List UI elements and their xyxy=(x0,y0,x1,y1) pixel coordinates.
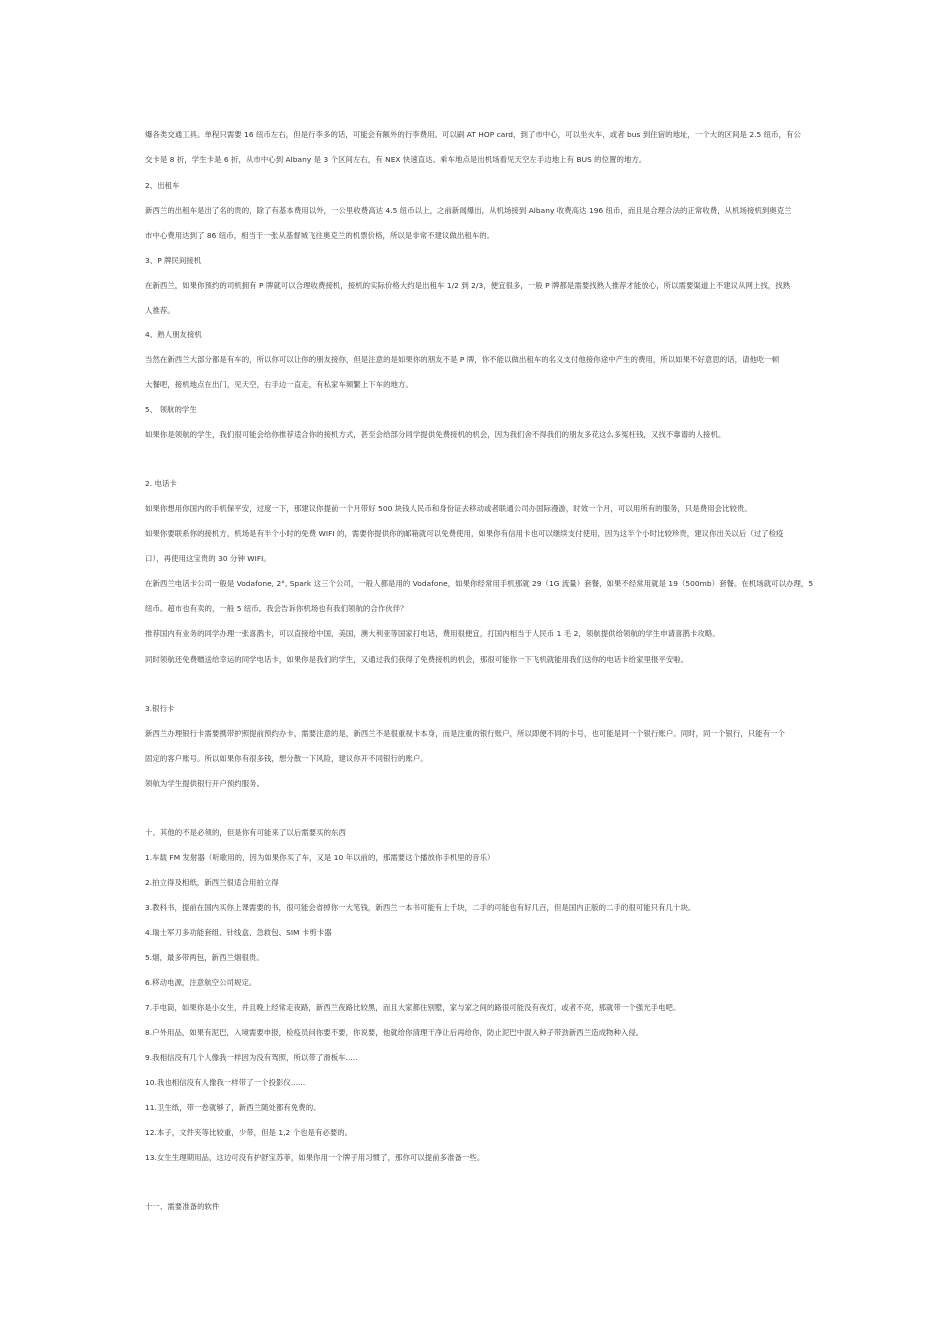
list-item: 12.本子，文件夹等比较重，少带，但是 1,2 个也是有必要的。 xyxy=(145,1128,353,1137)
text-line: 纽币。超市也有卖的，一般 5 纽币。我会告诉你机场也有我们领航的合作伙伴？ xyxy=(145,604,408,613)
text-line: 如果你是领航的学生，我们很可能会给你推荐适合你的接机方式，甚至会给部分同学提供免费接机的机会，因为我们舍不得我们的朋友多花这么多冤枉钱，又找不靠谱的人接机。 xyxy=(145,430,726,439)
section-heading: 5、 领航的学生 xyxy=(145,405,197,414)
list-item: 11.卫生纸，带一卷就够了，新西兰随处都有免费的。 xyxy=(145,1103,321,1112)
text-line: 如果你要联系你的接机方，机场是有半个小时的免费 WIFI 的，需要你提供你的邮箱就可以免费使用，如果你有信用卡也可以继续支付使用，因为这半个小时比较珍贵，建议你出关以后（过了检疫 xyxy=(145,529,784,538)
text-line: 新西兰办理银行卡需要携带护照提前预约办卡，需要注意的是，新西兰不是很重视卡本身，而是注重的银行账户，所以即便不同的卡号，也可能是同一个银行账户。同时，同一个银行，只能有一个 xyxy=(145,729,785,738)
section-heading: 十、其他的不是必须的，但是你有可能来了以后需要买的东西 xyxy=(145,828,346,837)
list-item: 1.车载 FM 发射器（听歌用的，因为如果你买了车，又是 10 年以前的，那需要这个播放你手机里的音乐） xyxy=(145,853,495,862)
list-item: 5.烟，最多带两包，新西兰烟很贵。 xyxy=(145,953,264,962)
text-line: 在新西兰电话卡公司一般是 Vodafone, 2°, Spark 这三个公司，一般人都是用的 Vodafone，如果你经常用手机那就 29（1G 流量）套餐，如果不经常用就是 19（500mb）套餐。在机场就可以办理，5 xyxy=(145,579,814,588)
list-item: 9.我相信没有几个人像我一样因为没有驾照，所以带了滑板车..... xyxy=(145,1053,358,1062)
text-line: 固定的客户账号。所以如果你有很多钱，想分散一下风险，建议你开不同银行的账户。 xyxy=(145,754,428,763)
text-line: 交卡是 8 折，学生卡是 6 折，从市中心到 Albany 是 3 个区间左右，有 NEX 快速直达。乘车地点是出机场看见天空左手边地上有 BUS 的位置的地方。 xyxy=(145,155,647,164)
section-heading: 4、熟人朋友接机 xyxy=(145,330,202,339)
section-heading: 2. 电话卡 xyxy=(145,479,177,488)
section-heading: 3.银行卡 xyxy=(145,704,175,713)
list-item: 13.女生生理期用品，这边可没有护舒宝苏菲，如果你用一个牌子用习惯了，那你可以提前多准备一些。 xyxy=(145,1153,485,1162)
text-line: 人推荐。 xyxy=(145,306,175,315)
section-heading: 2、出租车 xyxy=(145,181,180,190)
list-item: 2.拍立得及相纸，新西兰很适合用拍立得 xyxy=(145,878,279,887)
text-line: 口），再使用这宝贵的 30 分钟 WIFI。 xyxy=(145,554,271,563)
text-line: 在新西兰，如果你预约的司机拥有 P 牌就可以合理收费接机，接机的实际价格大约是出租车 1/2 到 2/3，便宜很多，一般 P 牌都是需要找熟人推荐才能放心，所以需要渠道上不建议从网上找，找熟 xyxy=(145,281,791,290)
text-line: 领航为学生提供银行开户预约服务。 xyxy=(145,779,265,788)
text-line: 新西兰的出租车是出了名的贵的，除了有基本费用以外，一公里收费高达 4.5 纽币以上，之前新闻爆出，从机场接到 Albany 收费高达 196 纽币，而且是合理合法的正常收费，从机场接机到奥克兰 xyxy=(145,206,792,215)
section-heading: 十一、需要准备的软件 xyxy=(145,1202,220,1211)
list-item: 3.教科书，提前在国内买你上课需要的书，很可能会省掉你一大笔钱，新西兰一本书可能有上千块，二手的可能也有好几百，但是国内正版的二手的很可能只有几十块。 xyxy=(145,903,696,912)
list-item: 6.移动电源，注意航空公司规定。 xyxy=(145,978,257,987)
text-line: 大餐吧，接机地点在出门，见天空，右手边一直走，有私家车频繁上下车的地方。 xyxy=(145,380,413,389)
list-item: 8.户外用品，如果有泥巴，入境需要申报，检疫员问你要不要，你说要，他就给你清理干净让后再给你，防止泥巴中混入种子带劲新西兰造成物种入侵。 xyxy=(145,1028,644,1037)
text-line: 当然在新西兰大部分都是有车的，所以你可以让你的朋友接你，但是注意的是如果你的朋友不是 P 牌，你不能以做出租车的名义支付他接你途中产生的费用，所以如果不好意思的话，请他吃一顿 xyxy=(145,355,780,364)
text-line: 推荐国内有业务的同学办理一张喜鹊卡，可以直接给中国，美国，澳大利亚等国家打电话，费用很便宜，打国内相当于人民币 1 毛 2，领航提供给领航的学生申请喜鹊卡攻略。 xyxy=(145,629,720,638)
text-line: 同时领航还免费赠送给幸运的同学电话卡，如果你是我们的学生，又通过我们获得了免费接机的机会，那很可能你一下飞机就能用我们送你的电话卡给家里报平安啦。 xyxy=(145,655,689,664)
text-line: 爆各类交通工具。单程只需要 16 纽币左右，但是行李多的话，可能会有额外的行李费用。可以刷 AT HOP card，到了市中心，可以坐火车，或者 bus 到住宿的地址，一个大的区间是 2.5 纽币，有公 xyxy=(145,130,801,139)
list-item: 4.瑞士军刀多功能套组、针线盒、急救包、SIM 卡剪卡器 xyxy=(145,928,332,937)
text-line: 如果你想用你国内的手机保平安，过度一下，那建议你提前一个月带好 500 块钱人民币和身份证去移动或者联通公司办国际漫游，时效一个月，可以用所有的服务，只是费用会比较贵。 xyxy=(145,504,752,513)
list-item: 10.我也相信没有人像我一样带了一个投影仪...... xyxy=(145,1078,306,1087)
text-line: 市中心费用达到了 86 纽币，相当于一张从基督城飞往奥克兰的机票价格，所以是非常不建议做出租车的。 xyxy=(145,231,495,240)
section-heading: 3、P 牌民间接机 xyxy=(145,256,202,265)
list-item: 7.手电筒，如果你是小女生，并且晚上经常走夜路，新西兰夜路比较黑，而且大家都住别墅，家与家之间的路很可能没有夜灯，或者不亮，那就带一个强光手电吧。 xyxy=(145,1003,681,1012)
